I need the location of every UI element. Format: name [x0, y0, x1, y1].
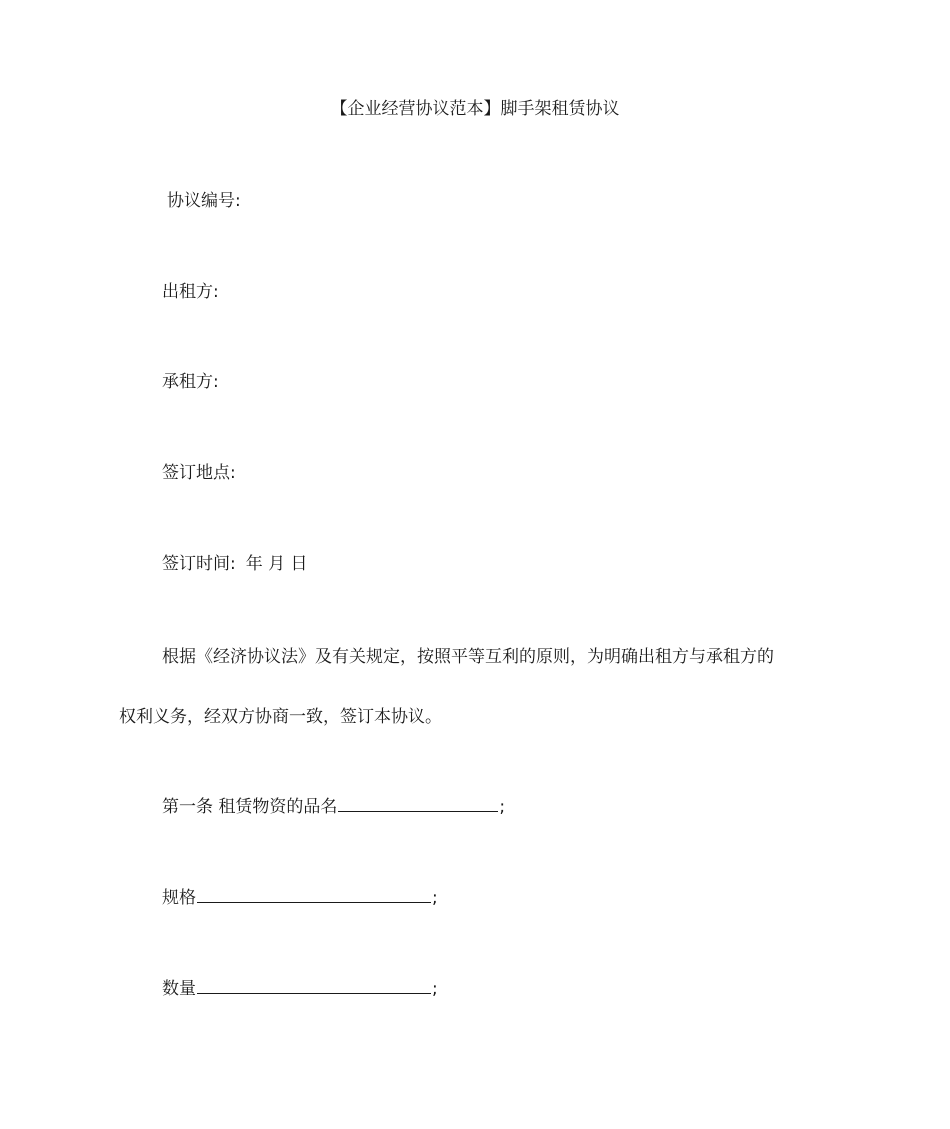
article-1-item-name — [162, 793, 505, 819]
quantity-end: ; — [432, 979, 438, 999]
preamble-line-2: 权利义务，经双方协商一致，签订本协议。 — [119, 707, 442, 727]
quantity-line — [162, 975, 438, 1001]
sign-place-field: 签订地点: — [162, 463, 236, 483]
lessee-field: 承租方: — [162, 372, 219, 392]
spec-blank — [197, 884, 431, 903]
sign-time-label: 签订时间: — [162, 554, 236, 574]
preamble-line-1: 根据《经济协议法》及有关规定，按照平等互利的原则，为明确出租方与承租方的 — [162, 647, 774, 667]
article-1-end: ; — [499, 797, 506, 817]
quantity-label: 数量 — [162, 979, 196, 999]
sign-time-field — [162, 552, 308, 576]
agreement-number-field: 协议编号: — [167, 191, 241, 211]
item-name-blank — [338, 793, 498, 812]
spec-label: 规格 — [162, 888, 196, 908]
lessor-field: 出租方: — [162, 282, 219, 302]
document-title: 【企业经营协议范本】脚手架租赁协议 — [330, 99, 620, 119]
article-1-label: 第一条 租赁物资的品名 — [162, 797, 338, 817]
sign-time-value: 年 月 日 — [245, 554, 308, 574]
quantity-blank — [197, 975, 431, 994]
spec-line — [162, 884, 438, 910]
spec-end: ; — [432, 888, 438, 908]
